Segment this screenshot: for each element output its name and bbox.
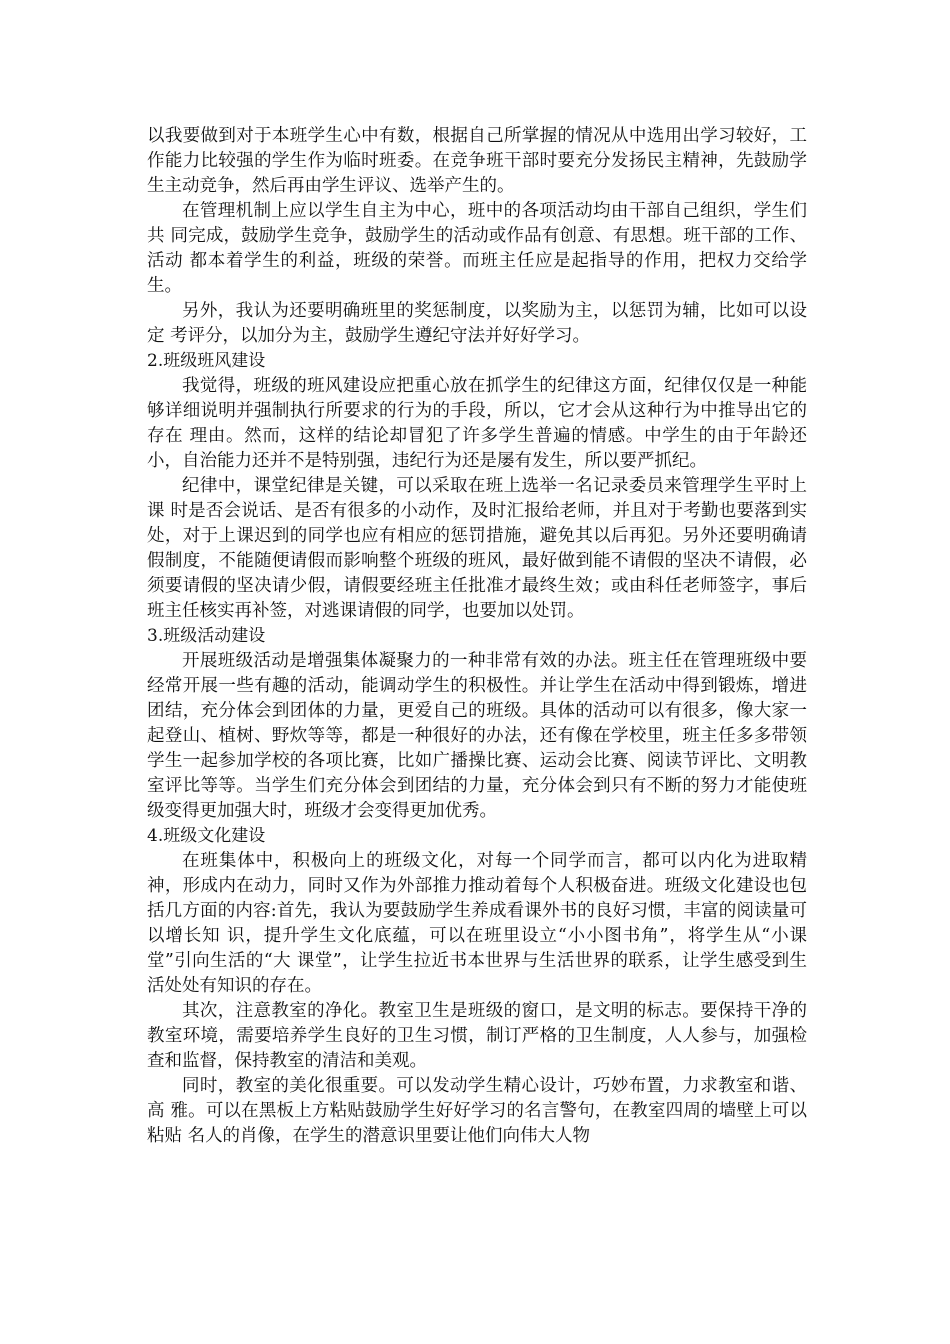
paragraph-classroom-cleanliness: 其次，注意教室的净化。教室卫生是班级的窗口，是文明的标志。要保持干净的教室环境，需要培养学生良好的卫生习惯，制订严格的卫生制度，人人参与，加强检查和监督，保持教室的清洁和美观。 xyxy=(147,1001,807,1071)
paragraph-culture: 在班集体中，积极向上的班级文化，对每一个同学而言，都可以内化为进取精神，形成内在动力，同时又作为外部推力推动着每个人积极奋进。班级文化建设也包括几方面的内容:首先，我认为要鼓励学生养成看课外书的良好习惯，丰富的阅读量可以增长知 识，提升学生文化底蕴，可以在班里设立“小小图书角”，将学生从“小课堂”引向生活的“大 课堂”，让学生拉近书本世界与生活世界的联系，让学生感受到生活处处有知识的存在。 xyxy=(147,851,807,996)
paragraph-classroom-beautification: 同时，教室的美化很重要。可以发动学生精心设计，巧妙布置，力求教室和谐、高 雅。可以在黑板上方粘贴鼓励学生好好学习的名言警句，在教室四周的墙壁上可以粘贴 名人的肖像，在学生的潜意识里要让他们向伟大人物 xyxy=(147,1076,807,1146)
paragraph-discipline: 我觉得，班级的班风建设应把重心放在抓学生的纪律这方面，纪律仅仅是一种能够详细说明并强制执行所要求的行为的手段，所以，它才会从这种行为中推导出它的存在 理由。然而，这样的结论却冒犯了许多学生普遍的情感。中学生的由于年龄还小，自治能力还并不是特别强，违纪行为还是屡有发生，所以要严抓纪。 xyxy=(147,376,807,471)
section-heading-class-style: 2.班级班风建设 xyxy=(147,351,266,371)
section-heading-class-culture: 4.班级文化建设 xyxy=(147,826,266,846)
paragraph-activities: 开展班级活动是增强集体凝聚力的一种非常有效的办法。班主任在管理班级中要经常开展一些有趣的活动，能调动学生的积极性。并让学生在活动中得到锻炼，增进团结，充分体会到团体的力量，更爱自己的班级。具体的活动可以有很多，像大家一起登山、植树、野炊等等，都是一种很好的办法，还有像在学校里，班主任多多带领学生一起参加学校的各项比赛，比如广播操比赛、运动会比赛、阅读节评比、文明教室评比等等。当学生们充分体会到团结的力量，充分体会到只有不断的努力才能使班级变得更加强大时，班级才会变得更加优秀。 xyxy=(147,651,807,821)
paragraph-reward-punishment: 另外，我认为还要明确班里的奖惩制度，以奖励为主，以惩罚为辅，比如可以设定 考评分，以加分为主，鼓励学生遵纪守法并好好学习。 xyxy=(147,301,807,346)
paragraph-classroom-discipline: 纪律中，课堂纪律是关键，可以采取在班上选举一名记录委员来管理学生平时上课 时是否会说话、是否有很多的小动作，及时汇报给老师，并且对于考勤也要落到实处，对于上课迟到的同学也应有相应的惩罚措施，避免其以后再犯。另外还要明确请假制度，不能随便请假而影响整个班级的班风，最好做到能不请假的坚决不请假，必须要请假的坚决请少假，请假要经班主任批准才最终生效；或由科任老师签字，事后班主任核实再补签，对逃课请假的同学，也要加以处罚。 xyxy=(147,476,807,621)
document-body xyxy=(147,124,807,1149)
paragraph-management-mechanism: 在管理机制上应以学生自主为中心，班中的各项活动均由干部自己组织，学生们共 同完成，鼓励学生竞争，鼓励学生的活动或作品有创意、有思想。班干部的工作、活动 都本着学生的利益，班级的荣誉。而班主任应是起指导的作用，把权力交给学生。 xyxy=(147,201,807,296)
paragraph-class-committee: 以我要做到对于本班学生心中有数，根据自己所掌握的情况从中选用出学习较好，工作能力比较强的学生作为临时班委。在竞争班干部时要充分发扬民主精神，先鼓励学生主动竞争，然后再由学生评议、选举产生的。 xyxy=(147,126,807,196)
section-heading-class-activities: 3.班级活动建设 xyxy=(147,626,266,646)
